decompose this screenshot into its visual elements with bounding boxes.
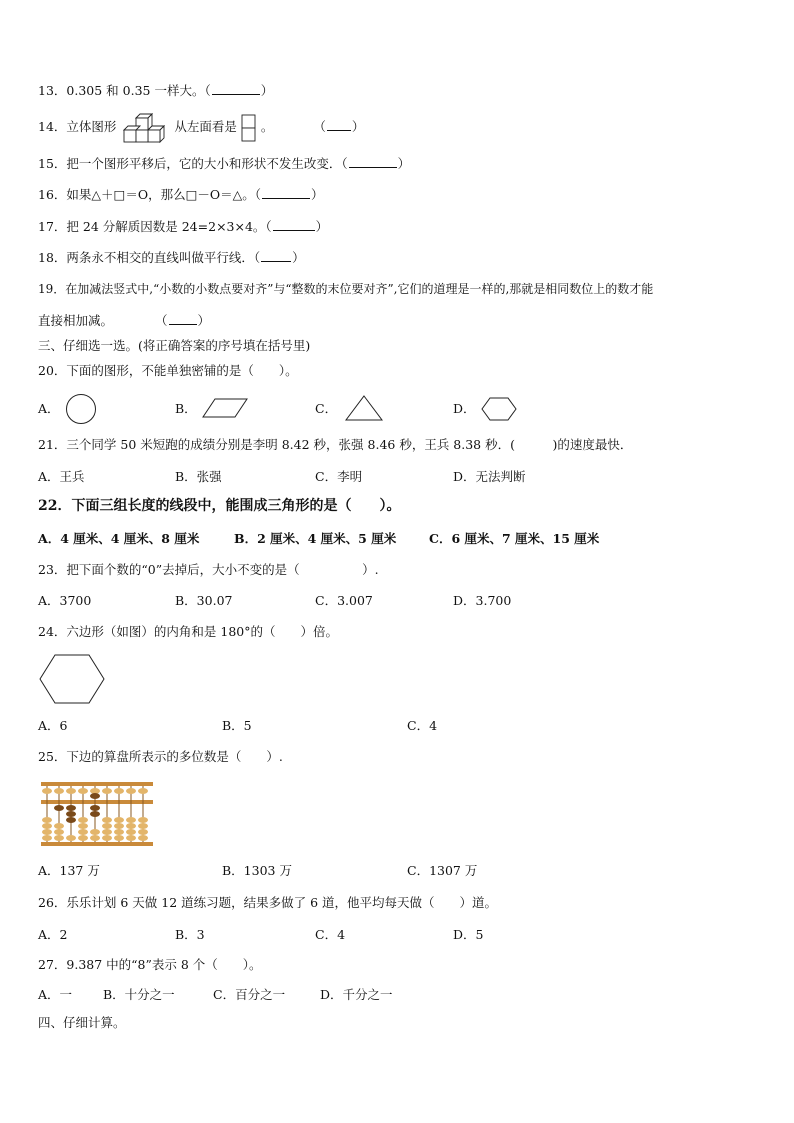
option-c[interactable]: C．李明 — [315, 469, 363, 484]
option-b[interactable]: B．1303 万 — [222, 863, 292, 878]
question-20: 20．下面的图形，不能单独密铺的是（ ）。 — [38, 363, 298, 378]
option-d[interactable]: D．千分之一 — [320, 987, 393, 1002]
option-c[interactable]: C．1307 万 — [407, 863, 478, 878]
parallelogram-shape-image — [202, 397, 248, 419]
option-b[interactable]: B．3 — [175, 927, 205, 942]
option-c[interactable]: C．3.007 — [315, 593, 373, 608]
answer-blank[interactable] — [261, 249, 291, 262]
question-18: 18．两条永不相交的直线叫做平行线．（ ） — [38, 250, 305, 265]
option-a[interactable]: A．3700 — [38, 593, 92, 608]
hexagon-shape-image — [480, 396, 518, 422]
option-c[interactable]: C．4 — [407, 718, 438, 733]
question-19 — [38, 280, 653, 298]
circle-shape-image — [64, 393, 98, 425]
question-13: 13．0.305 和 0.35 一样大。（ ） — [38, 83, 274, 98]
option-a[interactable]: A．6 — [38, 718, 68, 733]
option-a[interactable]: A．2 — [38, 927, 68, 942]
question-26: 26．乐乐计划 6 天做 12 道练习题，结果多做了 6 道，他平均每天做（ ）道。 — [38, 895, 498, 910]
question-16: 16．如果△＋□＝O，那么□－O＝△。（ ） — [38, 187, 324, 202]
option-b[interactable]: B． — [175, 401, 197, 416]
option-c[interactable]: C．6 厘米、7 厘米、15 厘米 — [429, 531, 600, 546]
answer-blank[interactable] — [169, 312, 197, 325]
answer-blank[interactable] — [212, 82, 260, 95]
option-b[interactable]: B．5 — [222, 718, 252, 733]
question-17: 17．把 24 分解质因数是 24=2×3×4。（ ） — [38, 219, 329, 234]
question-22: 22．下面三组长度的线段中，能围成三角形的是（ ）。 — [38, 498, 401, 514]
abacus-image — [41, 780, 153, 848]
question-13-text: 13．0.305 和 0.35 一样大。（ — [38, 83, 211, 98]
question-19-text: 19．在加减法竖式中,“小数的小数点要对齐”与“整数的末位要对齐”,它们的道理是一样的,那就是相同数位上的数才能 — [38, 282, 654, 296]
question-16-text: 16．如果△＋□＝O，那么□－O＝△。（ — [38, 187, 261, 202]
answer-blank[interactable] — [262, 186, 310, 199]
question-27: 27．9.387 中的“8”表示 8 个（ ）。 — [38, 957, 262, 972]
question-23: 23．把下面个数的“0”去掉后，大小不变的是（ ）. — [38, 562, 379, 577]
option-d[interactable]: D． — [453, 401, 476, 416]
option-b[interactable]: B．十分之一 — [103, 987, 175, 1002]
option-c[interactable]: C．百分之一 — [213, 987, 286, 1002]
option-a[interactable]: A． — [38, 401, 60, 416]
question-17-text: 17．把 24 分解质因数是 24=2×3×4。（ — [38, 219, 272, 234]
question-24: 24．六边形（如图）的内角和是 180°的（ ）倍。 — [38, 624, 338, 639]
answer-blank[interactable] — [327, 118, 351, 131]
section-4-heading: 四、仔细计算。 — [38, 1015, 126, 1030]
question-18-text: 18．两条永不相交的直线叫做平行线．（ — [38, 250, 261, 265]
option-b[interactable]: B．张强 — [175, 469, 222, 484]
option-a[interactable]: A．4 厘米、4 厘米、8 厘米 — [38, 531, 200, 546]
question-15-text: 15．把一个图形平移后，它的大小和形状不发生改变．（ — [38, 156, 348, 171]
option-c[interactable]: C． — [315, 401, 338, 416]
option-c[interactable]: C．4 — [315, 927, 346, 942]
option-b[interactable]: B．30.07 — [175, 593, 233, 608]
solid-figure-image — [120, 113, 170, 143]
question-25: 25．下边的算盘所表示的多位数是（ ）. — [38, 749, 283, 764]
answer-blank[interactable] — [273, 218, 315, 231]
option-a[interactable]: A．王兵 — [38, 469, 85, 484]
section-3-heading: 三、仔细选一选。(将正确答案的序号填在括号里) — [38, 338, 311, 353]
triangle-shape-image — [344, 394, 384, 422]
option-a[interactable]: A．137 万 — [38, 863, 100, 878]
option-d[interactable]: D．3.700 — [453, 593, 512, 608]
question-15: 15．把一个图形平移后，它的大小和形状不发生改变．（ ） — [38, 156, 411, 171]
option-a[interactable]: A．一 — [38, 987, 73, 1002]
question-14: 14．立体图形 从左面看是 。 （ ） — [38, 112, 364, 143]
hexagon-figure-image — [38, 653, 106, 705]
question-14-text: 14．立体图形 — [38, 119, 117, 134]
answer-blank[interactable] — [349, 155, 397, 168]
left-view-image — [241, 114, 257, 142]
option-d[interactable]: D．5 — [453, 927, 484, 942]
option-b[interactable]: B．2 厘米、4 厘米、5 厘米 — [234, 531, 397, 546]
question-19-continued: 直接相加减。 （ ） — [38, 313, 211, 328]
question-21: 21．三个同学 50 米短跑的成绩分别是李明 8.42 秒，张强 8.46 秒，王兵 8.38 秒．( )的速度最快． — [38, 437, 633, 452]
option-d[interactable]: D．无法判断 — [453, 469, 526, 484]
